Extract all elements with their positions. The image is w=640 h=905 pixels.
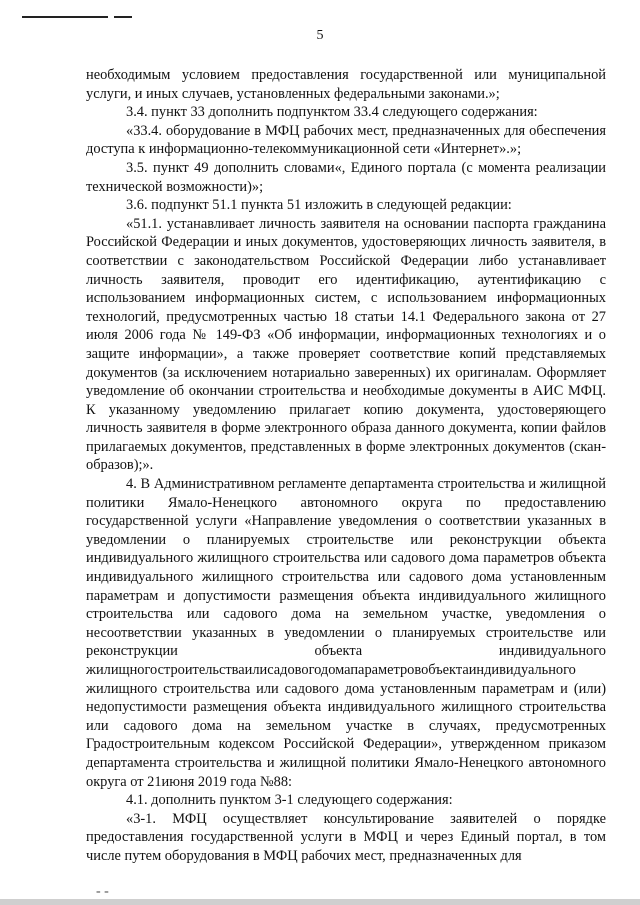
paragraph: 3.4. пункт 33 дополнить подпунктом 33.4 следующего содержания: bbox=[126, 104, 538, 121]
scan-marks-bottom: - - bbox=[96, 884, 109, 899]
paragraph: «33.4. оборудование в МФЦ рабочих мест, предназначенных для обеспечения доступа к информационно-телекоммуникационной сети «Интернет».»; bbox=[86, 122, 606, 158]
paragraph: «3-1. МФЦ осуществляет консультирование заявителей о порядке предоставления государственной услуги в МФЦ и через Единый портал, в том числе путем оборудования в МФЦ рабочих мест, предназначенных для bbox=[86, 810, 606, 864]
paragraph: необходимым условием предоставления государственной или муниципальной услуги, и иных случаев, установленных федеральными законами.»; bbox=[86, 67, 606, 102]
paragraph: 3.6. подпункт 51.1 пункта 51 изложить в следующей редакции: bbox=[126, 197, 512, 214]
paragraph: 4.1. дополнить пунктом 3-1 следующего содержания: bbox=[126, 792, 453, 809]
document-body bbox=[86, 66, 606, 866]
paragraph: 4. В Административном регламенте департамента строительства и жилищной политики Ямало-Ненецкого автономного округа по предоставлению государственной услуги «Направление уведомления о соответствии указанных в уведомлении о планируемых строительстве или реконструкции объекта индивидуального жилищного строительства или садового дома параметров объекта индивидуального жилищного строительства или садового дома установленным параметрам и допустимости размещения объекта индивидуального жилищного строительства или садового дома на земельном участке, уведомления о несоответствии указанных в уведомлении о планируемых строительстве или реконструкции объекта индивидуального жилищногостроительстваилисадовогодомапараметровобъектаиндивидуального жилищного строительства или садового дома установленным параметрам и (или) недопустимости размещения объекта индивидуального жилищного строительства или садового дома на земельном участке в случаях, предусмотренных Градостроительным кодексом Российской Федерации», утвержденном приказом департамента строительства и жилищной политики Ямало-Ненецкого автономного округа от 21июня 2019 года №88: bbox=[86, 476, 606, 790]
page-number: 5 bbox=[316, 28, 324, 43]
paragraph: 3.5. пункт 49 дополнить словами«, Единого портала (с момента реализации технической возможности)»; bbox=[86, 159, 606, 195]
paragraph: «51.1. устанавливает личность заявителя на основании паспорта гражданина Российской Федерации и иных документов, удостоверяющих личность заявителя, в соответствии с законодательством Российской Федерации либо устанавливает личность заявителя, проводит его идентификацию, аутентификацию с использованием информационных систем, с использованием информационных технологий, предусмотренных частью 18 статьи 14.1 Федерального закона от 27 июля 2006 года № 149-ФЗ «Об информации, информационных технологиях и о защите информации», а также проверяет соответствие копий представляемых документов (за исключением нотариально заверенных) их оригиналам. Оформляет уведомление об окончании строительства и необходимые документы в АИС МФЦ. К указанному уведомлению прилагает копию документа, удостоверяющего личность заявителя в форме электронного образа данного документа, копии файлов прилагаемых документов, представленных в форме электронных документов (скан-образов);». bbox=[86, 215, 606, 474]
scan-edge-bottom bbox=[0, 899, 640, 905]
